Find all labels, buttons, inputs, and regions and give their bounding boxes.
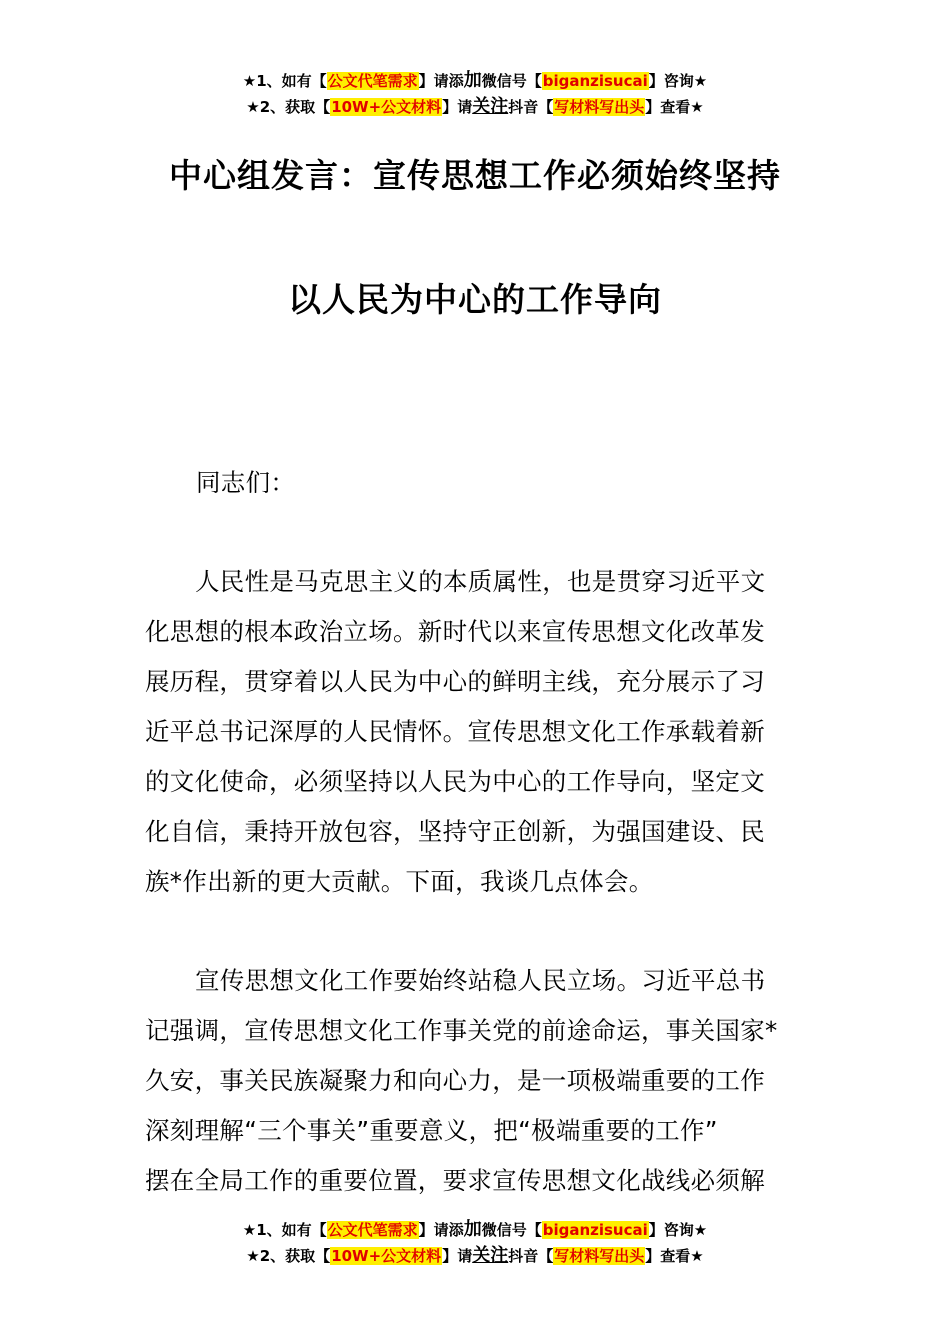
paragraph-line: 深刻理解“三个事关”重要意义，把“极端重要的工作”: [145, 1116, 718, 1145]
paragraph-line: 摆在全局工作的重要位置，要求宣传思想文化战线必须解: [145, 1166, 765, 1195]
document-title-line-1: 中心组发言：宣传思想工作必须始终坚持: [169, 156, 781, 195]
promo-text: 加: [463, 1219, 482, 1240]
paragraph-line: 记强调，宣传思想文化工作事关党的前途命运，事关国家*: [145, 1016, 778, 1045]
promo-line-2: [0, 1243, 950, 1269]
paragraph-line: 化思想的根本政治立场。新时代以来宣传思想文化改革发: [145, 617, 765, 646]
promo-text: 】咨询★: [648, 1221, 708, 1239]
promo-text: 】查看★: [645, 1247, 704, 1265]
promo-text: 】咨询★: [648, 72, 708, 90]
promo-text: 】请: [442, 1247, 473, 1265]
promo-banner-bottom: [0, 1217, 950, 1269]
promo-text: 抖音【: [508, 98, 554, 116]
promo-banner-top: [0, 68, 950, 120]
promo-text: ★2、获取【: [246, 98, 331, 116]
promo-text: 微信号【: [481, 72, 542, 90]
promo-text: 关注: [472, 96, 509, 117]
promo-text: 】请添: [418, 1221, 464, 1239]
paragraph-line: 人民性是马克思主义的本质属性，也是贯穿习近平文: [195, 567, 766, 596]
promo-line-2: [0, 94, 950, 120]
paragraph-line: 宣传思想文化工作要始终站稳人民立场。习近平总书: [195, 966, 766, 995]
promo-text: 】查看★: [645, 98, 704, 116]
promo-text: 】请: [442, 98, 473, 116]
promo-line-1: [0, 1217, 950, 1243]
paragraph-line: 展历程，贯穿着以人民为中心的鲜明主线，充分展示了习: [145, 667, 765, 696]
promo-highlight: 公文代笔需求: [327, 1221, 418, 1239]
promo-highlight: 10W+公文材料: [331, 98, 442, 116]
promo-text: 微信号【: [481, 1221, 542, 1239]
document-title-line-2: 以人民为中心的工作导向: [288, 280, 662, 319]
paragraph-line: 久安，事关民族凝聚力和向心力，是一项极端重要的工作: [145, 1066, 765, 1095]
paragraph-line: 化自信，秉持开放包容，坚持守正创新，为强国建设、民: [145, 817, 765, 846]
salutation: 同志们：: [196, 468, 296, 497]
promo-text: ★1、如有【: [242, 1221, 327, 1239]
promo-text: ★1、如有【: [242, 72, 327, 90]
promo-line-1: [0, 68, 950, 94]
paragraph-line: 族*作出新的更大贡献。下面，我谈几点体会。: [145, 867, 654, 896]
promo-highlight: biganzisucai: [542, 72, 648, 90]
paragraph: [145, 557, 810, 907]
paragraph: [145, 956, 810, 1206]
paragraph-line: 近平总书记深厚的人民情怀。宣传思想文化工作承载着新: [145, 717, 765, 746]
promo-text: 加: [463, 70, 482, 91]
promo-highlight: 写材料写出头: [554, 98, 645, 116]
promo-text: 关注: [472, 1245, 509, 1266]
promo-text: 】请添: [418, 72, 464, 90]
paragraph-line: 的文化使命，必须坚持以人民为中心的工作导向，坚定文: [145, 767, 765, 796]
promo-highlight: 10W+公文材料: [331, 1247, 442, 1265]
promo-highlight: 写材料写出头: [554, 1247, 645, 1265]
promo-highlight: 公文代笔需求: [327, 72, 418, 90]
promo-text: 抖音【: [508, 1247, 554, 1265]
promo-highlight: biganzisucai: [542, 1221, 648, 1239]
promo-text: ★2、获取【: [246, 1247, 331, 1265]
